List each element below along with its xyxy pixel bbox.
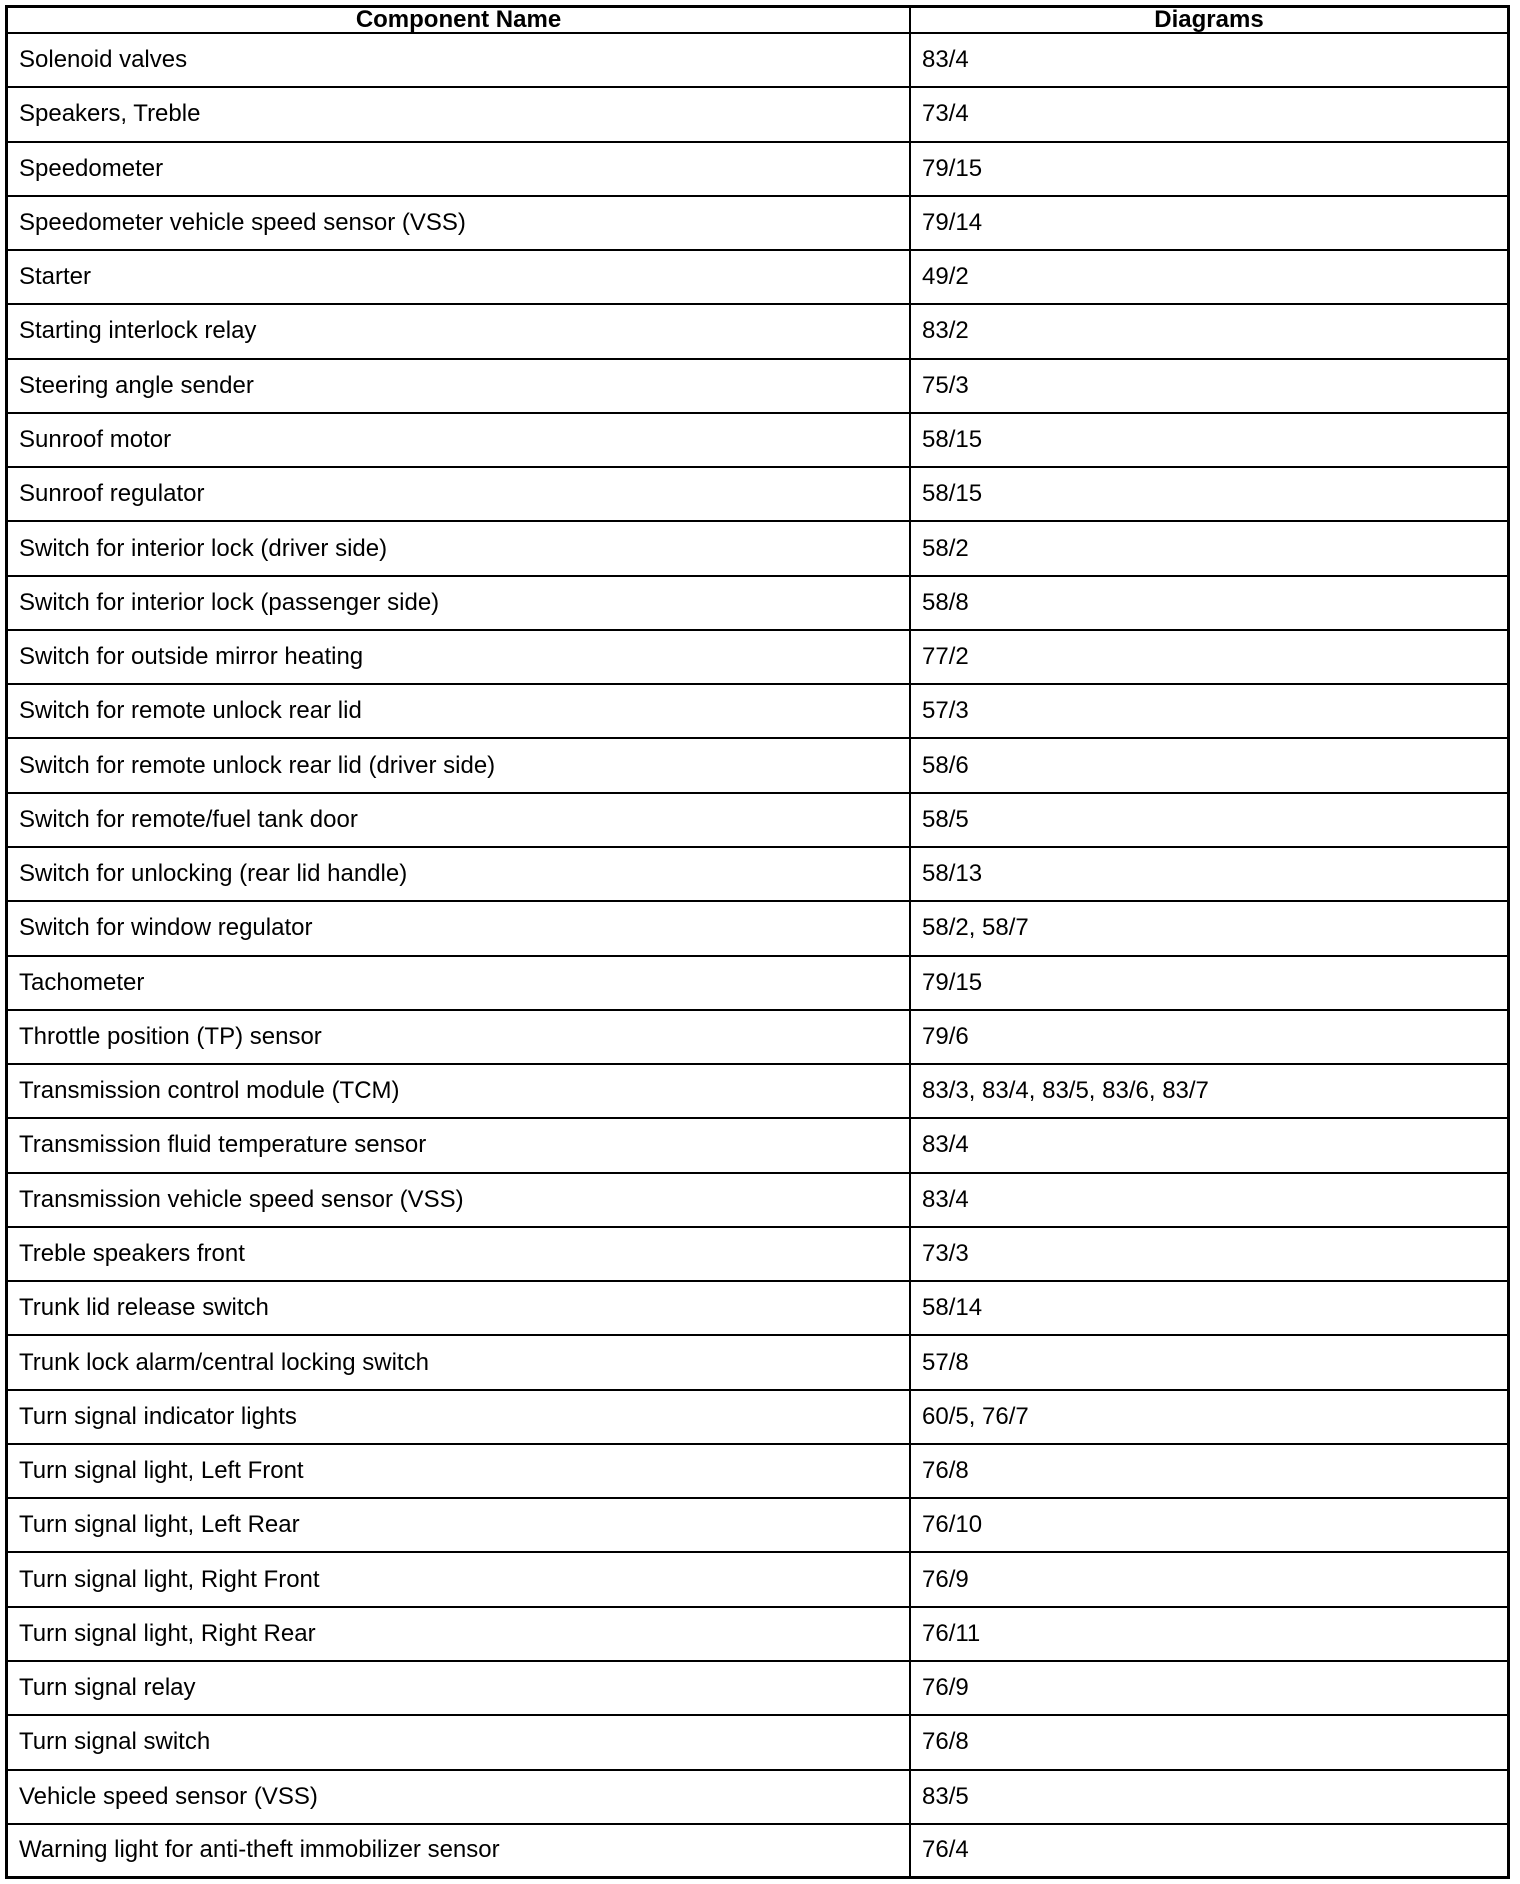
table-row <box>8 901 1507 955</box>
table-row <box>8 1390 1507 1444</box>
table-row <box>8 1715 1507 1769</box>
component-name-cell: Turn signal indicator lights <box>8 1390 910 1444</box>
component-name-cell: Starter <box>8 250 910 304</box>
table-row <box>8 956 1507 1010</box>
table-header-row <box>8 8 1507 33</box>
diagrams-cell: 79/15 <box>910 142 1507 196</box>
table-row <box>8 33 1507 87</box>
component-name-cell: Switch for interior lock (driver side) <box>8 521 910 575</box>
table-row <box>8 847 1507 901</box>
table-row <box>8 1064 1507 1118</box>
component-name-cell: Transmission control module (TCM) <box>8 1064 910 1118</box>
component-name-cell: Speakers, Treble <box>8 87 910 141</box>
header-component-name: Component Name <box>8 8 910 33</box>
component-name-cell: Turn signal light, Left Front <box>8 1444 910 1498</box>
table-row <box>8 684 1507 738</box>
component-name-cell: Sunroof motor <box>8 413 910 467</box>
diagrams-cell: 76/10 <box>910 1498 1507 1552</box>
diagrams-cell: 79/14 <box>910 196 1507 250</box>
diagrams-cell: 83/5 <box>910 1770 1507 1824</box>
table-row <box>8 1498 1507 1552</box>
table-row <box>8 1118 1507 1172</box>
table-row <box>8 1335 1507 1389</box>
table-row <box>8 250 1507 304</box>
diagrams-cell: 75/3 <box>910 359 1507 413</box>
table-row <box>8 1173 1507 1227</box>
component-name-cell: Trunk lock alarm/central locking switch <box>8 1335 910 1389</box>
diagrams-cell: 79/15 <box>910 956 1507 1010</box>
table-row <box>8 1607 1507 1661</box>
component-name-cell: Switch for remote unlock rear lid <box>8 684 910 738</box>
component-table-frame <box>5 5 1510 1879</box>
component-name-cell: Switch for remote/fuel tank door <box>8 793 910 847</box>
diagrams-cell: 58/13 <box>910 847 1507 901</box>
diagrams-cell: 57/3 <box>910 684 1507 738</box>
component-name-cell: Turn signal relay <box>8 1661 910 1715</box>
table-row <box>8 1227 1507 1281</box>
diagrams-cell: 76/9 <box>910 1661 1507 1715</box>
component-name-cell: Turn signal light, Left Rear <box>8 1498 910 1552</box>
component-name-cell: Switch for outside mirror heating <box>8 630 910 684</box>
table-row <box>8 1824 1507 1876</box>
table-row <box>8 87 1507 141</box>
component-name-cell: Throttle position (TP) sensor <box>8 1010 910 1064</box>
table-row <box>8 1661 1507 1715</box>
component-name-cell: Warning light for anti-theft immobilizer sensor <box>8 1824 910 1876</box>
table-row <box>8 1281 1507 1335</box>
diagrams-cell: 58/2, 58/7 <box>910 901 1507 955</box>
component-name-cell: Tachometer <box>8 956 910 1010</box>
table-row <box>8 738 1507 792</box>
table-row <box>8 142 1507 196</box>
component-name-cell: Transmission fluid temperature sensor <box>8 1118 910 1172</box>
diagrams-cell: 58/8 <box>910 576 1507 630</box>
component-name-cell: Transmission vehicle speed sensor (VSS) <box>8 1173 910 1227</box>
table-row <box>8 413 1507 467</box>
table-row <box>8 1444 1507 1498</box>
table-row <box>8 630 1507 684</box>
table-row <box>8 467 1507 521</box>
component-name-cell: Switch for remote unlock rear lid (driver side) <box>8 738 910 792</box>
component-name-cell: Trunk lid release switch <box>8 1281 910 1335</box>
diagrams-cell: 58/15 <box>910 467 1507 521</box>
header-diagrams: Diagrams <box>910 8 1507 33</box>
component-name-cell: Solenoid valves <box>8 33 910 87</box>
diagrams-cell: 83/4 <box>910 1173 1507 1227</box>
component-name-cell: Speedometer vehicle speed sensor (VSS) <box>8 196 910 250</box>
diagrams-cell: 83/4 <box>910 1118 1507 1172</box>
component-name-cell: Steering angle sender <box>8 359 910 413</box>
table-row <box>8 1552 1507 1606</box>
table-body <box>8 33 1507 1876</box>
component-name-cell: Switch for interior lock (passenger side) <box>8 576 910 630</box>
diagrams-cell: 58/6 <box>910 738 1507 792</box>
component-name-cell: Treble speakers front <box>8 1227 910 1281</box>
component-name-cell: Turn signal light, Right Rear <box>8 1607 910 1661</box>
diagrams-cell: 77/2 <box>910 630 1507 684</box>
table-row <box>8 304 1507 358</box>
diagrams-cell: 49/2 <box>910 250 1507 304</box>
diagrams-cell: 76/8 <box>910 1715 1507 1769</box>
component-name-cell: Switch for unlocking (rear lid handle) <box>8 847 910 901</box>
diagrams-cell: 79/6 <box>910 1010 1507 1064</box>
component-diagram-table <box>8 8 1507 1876</box>
diagrams-cell: 83/3, 83/4, 83/5, 83/6, 83/7 <box>910 1064 1507 1118</box>
diagrams-cell: 60/5, 76/7 <box>910 1390 1507 1444</box>
table-row <box>8 576 1507 630</box>
component-name-cell: Sunroof regulator <box>8 467 910 521</box>
diagrams-cell: 57/8 <box>910 1335 1507 1389</box>
table-row <box>8 196 1507 250</box>
diagrams-cell: 83/4 <box>910 33 1507 87</box>
diagrams-cell: 76/9 <box>910 1552 1507 1606</box>
component-name-cell: Starting interlock relay <box>8 304 910 358</box>
component-name-cell: Turn signal switch <box>8 1715 910 1769</box>
diagrams-cell: 58/2 <box>910 521 1507 575</box>
diagrams-cell: 73/4 <box>910 87 1507 141</box>
table-row <box>8 1770 1507 1824</box>
diagrams-cell: 58/14 <box>910 1281 1507 1335</box>
diagrams-cell: 73/3 <box>910 1227 1507 1281</box>
diagrams-cell: 83/2 <box>910 304 1507 358</box>
diagrams-cell: 76/4 <box>910 1824 1507 1876</box>
diagrams-cell: 76/11 <box>910 1607 1507 1661</box>
table-row <box>8 521 1507 575</box>
table-row <box>8 359 1507 413</box>
diagrams-cell: 58/5 <box>910 793 1507 847</box>
component-name-cell: Vehicle speed sensor (VSS) <box>8 1770 910 1824</box>
diagrams-cell: 76/8 <box>910 1444 1507 1498</box>
diagrams-cell: 58/15 <box>910 413 1507 467</box>
table-row <box>8 793 1507 847</box>
component-name-cell: Turn signal light, Right Front <box>8 1552 910 1606</box>
table-row <box>8 1010 1507 1064</box>
component-name-cell: Speedometer <box>8 142 910 196</box>
component-name-cell: Switch for window regulator <box>8 901 910 955</box>
